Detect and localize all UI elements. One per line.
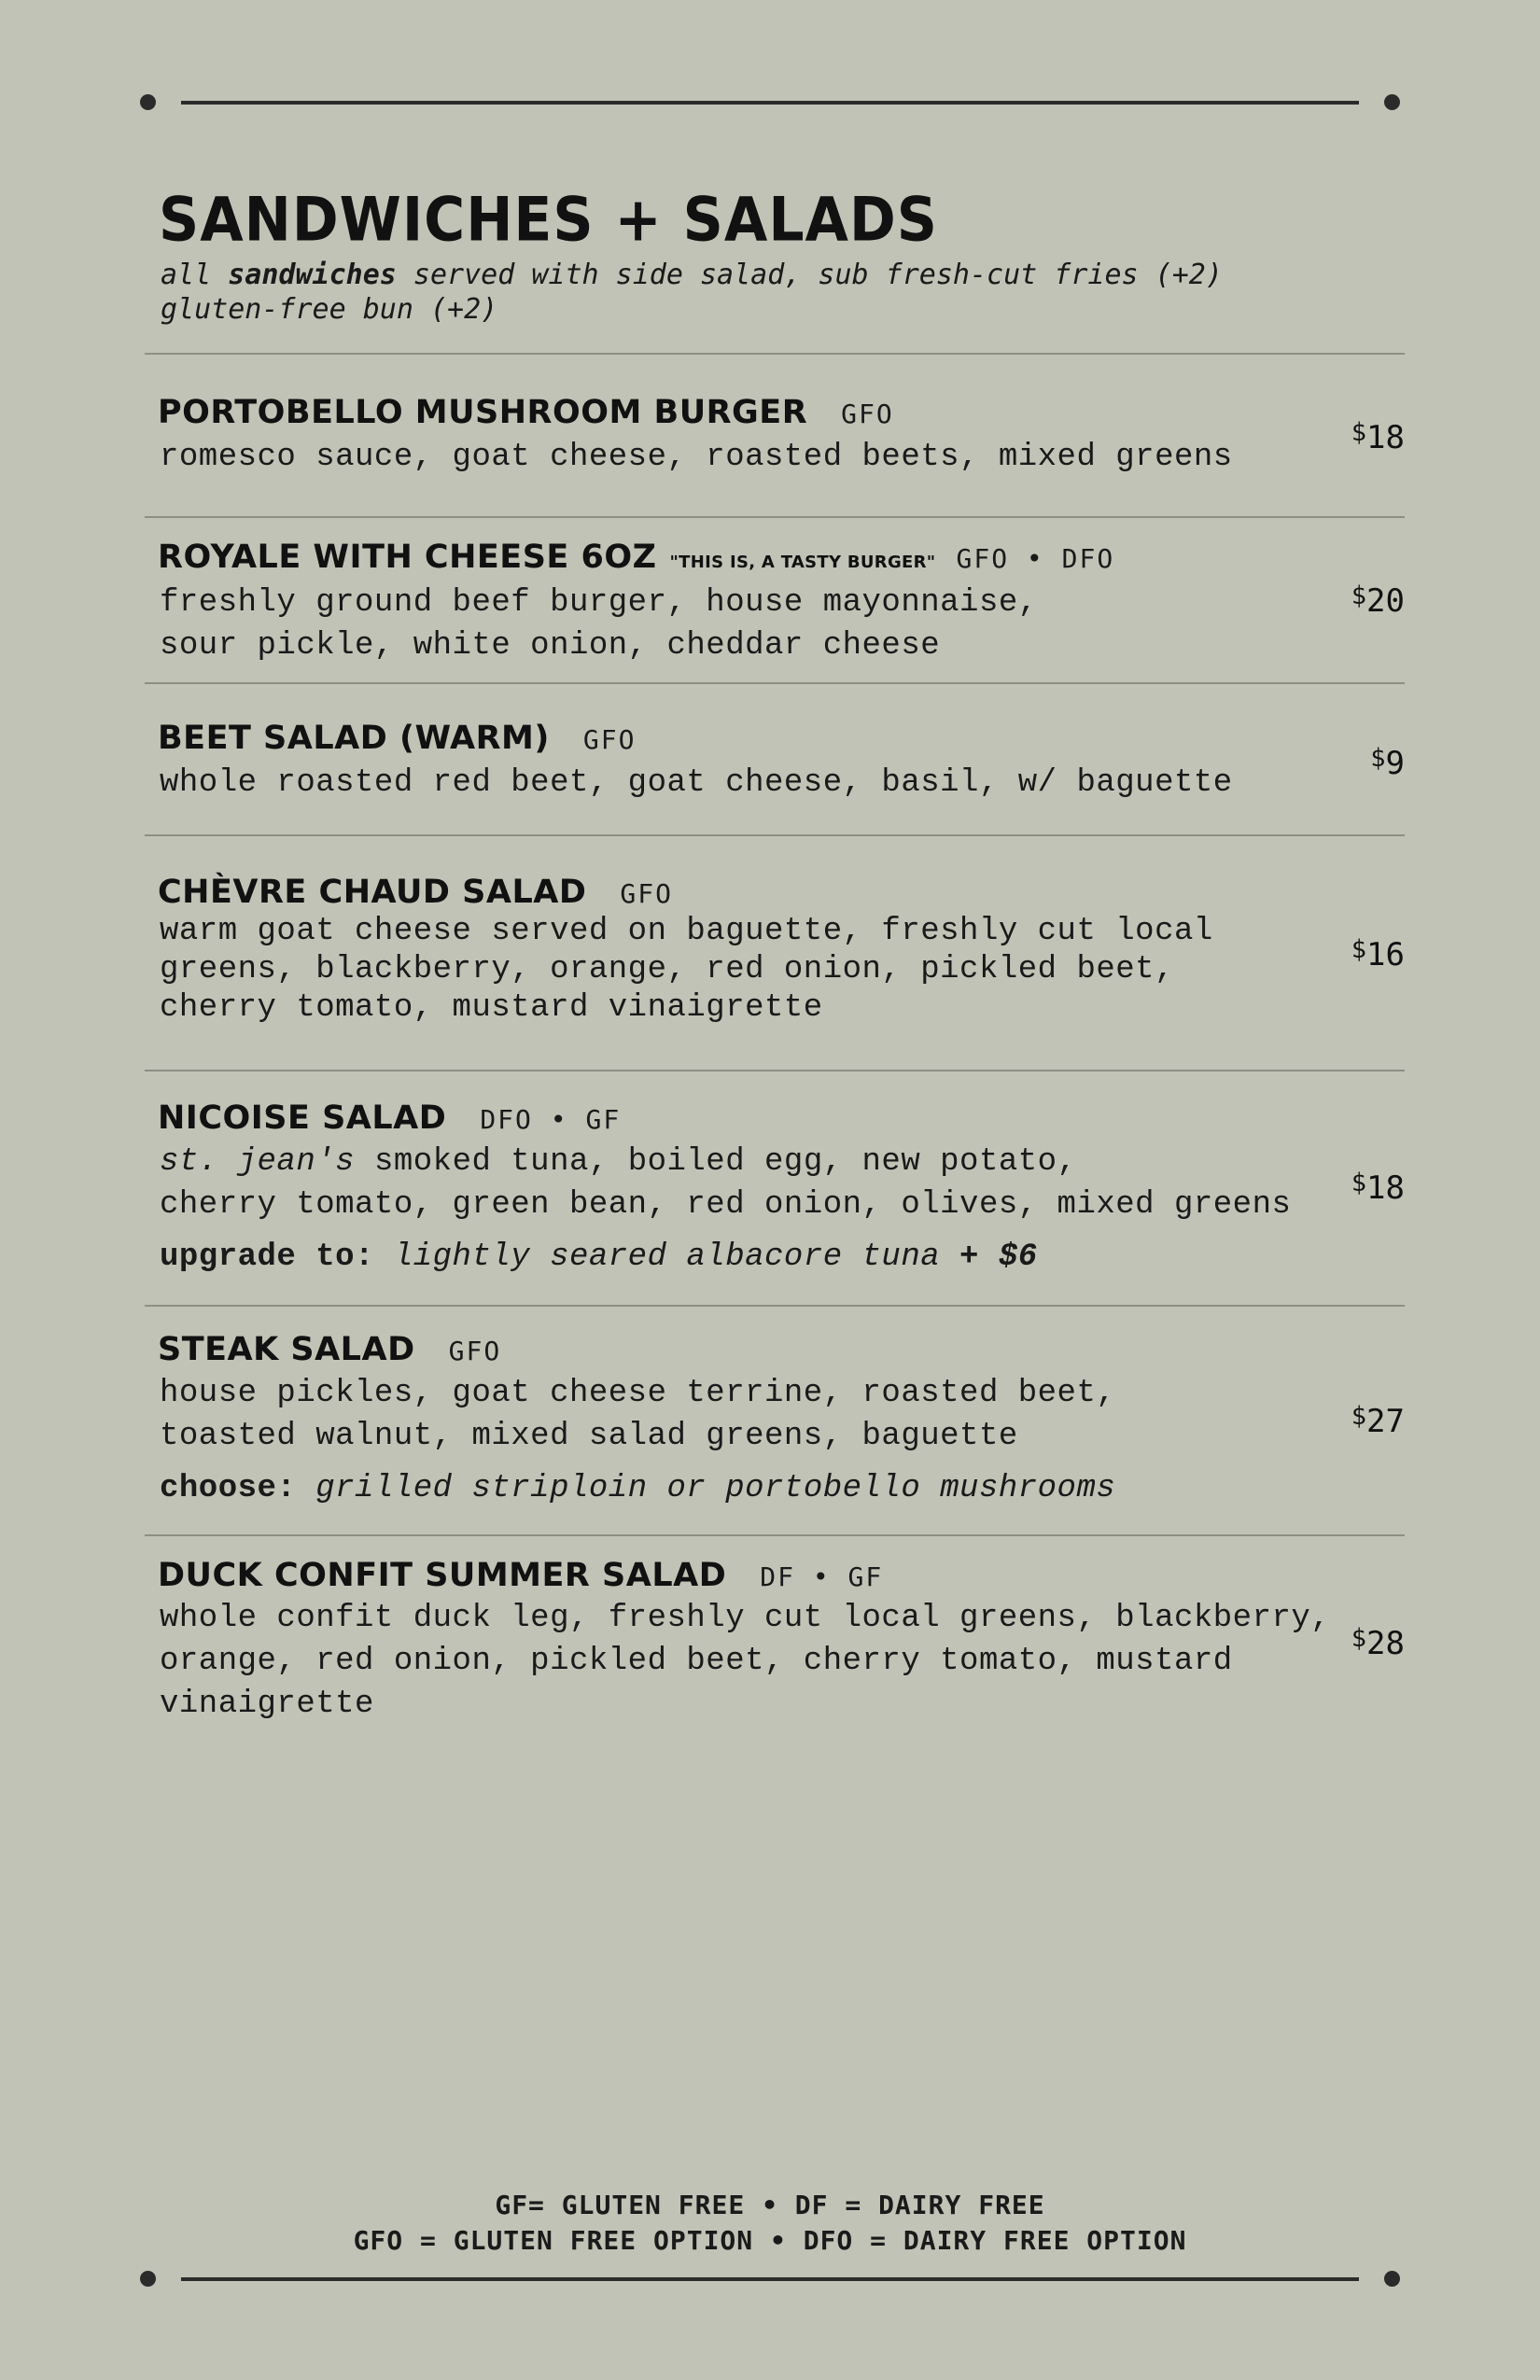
item-diet-tags: DF • GF <box>760 1561 884 1592</box>
section-title: SANDWICHES + SALADS <box>159 185 939 256</box>
upgrade-label: upgrade to: <box>160 1239 374 1275</box>
choice-label: choose: <box>160 1471 297 1506</box>
price-value: 27 <box>1366 1403 1405 1440</box>
choice-value: grilled striploin or portobello mushrooms <box>315 1471 1116 1506</box>
description-line: house pickles, goat cheese terrine, roasted beet, <box>160 1376 1116 1411</box>
item-header <box>158 1099 621 1137</box>
subtitle-line-1 <box>161 258 1223 292</box>
item-name: DUCK CONFIT SUMMER SALAD <box>158 1557 727 1594</box>
top-divider <box>140 92 1400 111</box>
price-value: 16 <box>1366 936 1405 973</box>
item-diet-tags: GFO <box>582 724 637 755</box>
item-header <box>158 1331 501 1368</box>
currency-symbol: $ <box>1351 581 1367 610</box>
currency-symbol: $ <box>1351 935 1367 964</box>
item-name: NICOISE SALAD <box>158 1099 447 1137</box>
item-diet-tags: GFO • DFO <box>956 543 1115 574</box>
divider-line <box>181 101 1359 105</box>
subtitle-prefix: all <box>161 259 229 291</box>
divider-dot-left <box>140 2271 156 2287</box>
item-name: CHÈVRE CHAUD SALAD <box>158 874 587 911</box>
divider-line <box>181 2277 1359 2281</box>
item-tagline: "THIS IS, A TASTY BURGER" <box>669 553 936 572</box>
currency-symbol: $ <box>1351 418 1367 447</box>
item-header <box>158 874 673 911</box>
description-line: vinaigrette <box>160 1687 374 1722</box>
currency-symbol: $ <box>1351 1169 1367 1197</box>
item-description <box>160 1141 1291 1226</box>
item-diet-tags: GFO <box>620 878 673 909</box>
menu-item-duck-confit-summer-salad <box>145 1534 1405 1760</box>
menu-item-beet-salad <box>145 682 1405 836</box>
item-name: PORTOBELLO MUSHROOM BURGER <box>158 394 808 431</box>
description-line <box>160 1141 1291 1183</box>
price-value: 28 <box>1366 1625 1405 1662</box>
item-description <box>160 1597 1330 1726</box>
item-upgrade-option <box>160 1239 1038 1275</box>
item-description <box>160 913 1213 1028</box>
description-line: whole roasted red beet, goat cheese, basil, w/ baguette <box>160 765 1233 801</box>
description-emphasis: st. jean's <box>160 1144 356 1180</box>
description-line: cherry tomato, green bean, red onion, olives, mixed greens <box>160 1187 1292 1223</box>
item-name: BEET SALAD (WARM) <box>158 720 550 757</box>
price-value: 18 <box>1366 1169 1405 1207</box>
item-diet-tags: GFO <box>841 399 894 429</box>
price-value: 20 <box>1366 582 1405 620</box>
subtitle-suffix: served with side salad, sub fresh-cut fries (+2) <box>396 259 1223 291</box>
description-line: orange, red onion, pickled beet, cherry tomato, mustard <box>160 1644 1233 1679</box>
bottom-divider <box>140 2269 1400 2288</box>
currency-symbol: $ <box>1351 1402 1367 1431</box>
legend-line-2: GFO = GLUTEN FREE OPTION • DFO = DAIRY FREE OPTION <box>353 2225 1187 2256</box>
item-choice-option <box>160 1471 1115 1506</box>
item-price <box>1370 744 1405 782</box>
upgrade-price: + $6 <box>959 1239 1038 1275</box>
description-text: smoked tuna, boiled egg, new potato, <box>355 1144 1077 1180</box>
item-header <box>158 394 894 431</box>
item-price <box>1351 935 1405 973</box>
item-header <box>158 720 636 757</box>
upgrade-value: lightly seared albacore tuna <box>393 1239 941 1275</box>
price-value: 9 <box>1385 745 1405 782</box>
item-header <box>158 539 1114 576</box>
dietary-legend <box>0 2188 1540 2259</box>
menu-item-steak-salad <box>145 1305 1405 1536</box>
description-line: toasted walnut, mixed salad greens, baguette <box>160 1419 1018 1454</box>
divider-dot-right <box>1384 94 1400 110</box>
item-description <box>160 436 1233 479</box>
menu-item-portobello-burger <box>145 353 1405 518</box>
description-line: warm goat cheese served on baguette, freshly cut local <box>160 914 1213 949</box>
item-price <box>1351 418 1405 456</box>
item-name: STEAK SALAD <box>158 1331 415 1368</box>
item-description <box>160 581 1038 667</box>
currency-symbol: $ <box>1370 744 1386 773</box>
currency-symbol: $ <box>1351 1624 1367 1653</box>
item-description <box>160 1372 1115 1458</box>
description-line: sour pickle, white onion, cheddar cheese <box>160 628 941 664</box>
description-line: greens, blackberry, orange, red onion, pickled beet, <box>160 952 1174 987</box>
item-price <box>1351 1169 1405 1207</box>
menu-item-chevre-chaud-salad <box>145 834 1405 1071</box>
subtitle-emphasis: sandwiches <box>228 259 397 291</box>
item-diet-tags: GFO <box>448 1336 502 1366</box>
item-price <box>1351 581 1405 620</box>
legend-line-1: GF= GLUTEN FREE • DF = DAIRY FREE <box>495 2190 1045 2220</box>
price-value: 18 <box>1366 419 1405 456</box>
item-name: ROYALE WITH CHEESE 6OZ <box>158 539 657 576</box>
item-price <box>1351 1402 1405 1440</box>
menu-item-nicoise-salad <box>145 1070 1405 1307</box>
description-line: cherry tomato, mustard vinaigrette <box>160 990 823 1026</box>
divider-dot-left <box>140 94 156 110</box>
item-price <box>1351 1624 1405 1662</box>
item-diet-tags: DFO • GF <box>480 1104 622 1135</box>
menu-item-royale-with-cheese <box>145 516 1405 684</box>
item-header <box>158 1557 883 1594</box>
description-line: romesco sauce, goat cheese, roasted beets, mixed greens <box>160 440 1233 475</box>
section-subtitle <box>161 258 1223 327</box>
description-line: whole confit duck leg, freshly cut local greens, blackberry, <box>160 1601 1331 1636</box>
subtitle-line-2: gluten-free bun (+2) <box>161 293 498 326</box>
item-description <box>160 762 1233 805</box>
divider-dot-right <box>1384 2271 1400 2287</box>
description-line: freshly ground beef burger, house mayonnaise, <box>160 585 1038 621</box>
